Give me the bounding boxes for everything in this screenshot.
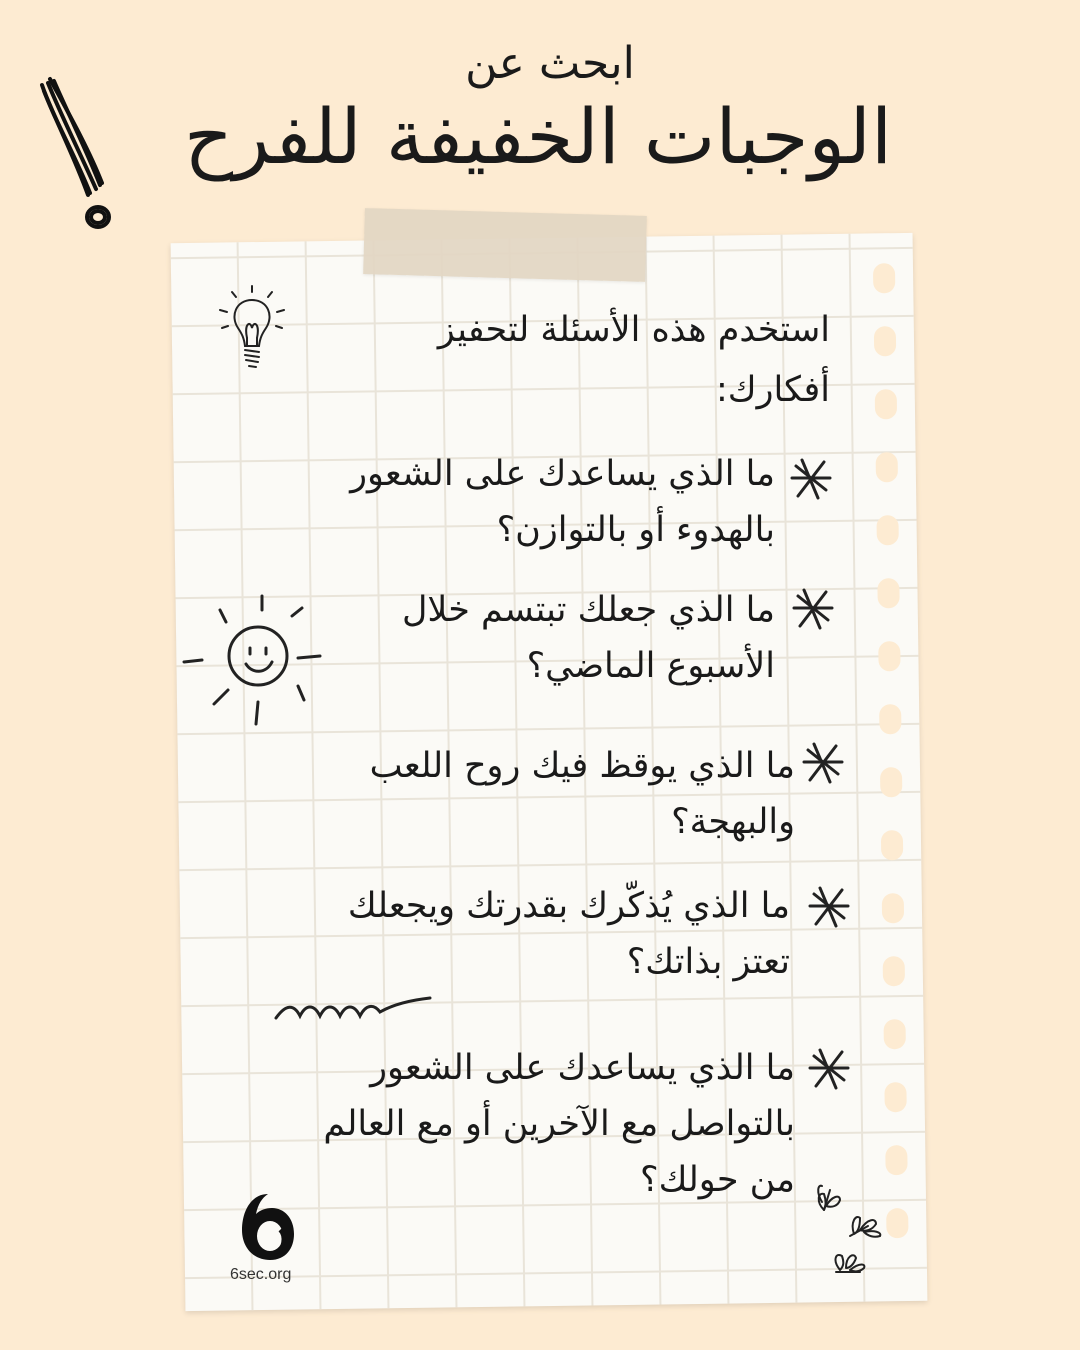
- question-4-line-1: ما الذي يُذكّرك بقدرتك ويجعلك: [347, 886, 790, 926]
- question-5-line-1: ما الذي يساعدك على الشعور: [370, 1048, 795, 1088]
- asterisk-icon: [806, 884, 852, 930]
- question-5-line-3: من حولك؟: [640, 1160, 795, 1200]
- question-5-line-2: بالتواصل مع الآخرين أو مع العالم: [323, 1104, 795, 1144]
- question-2-line-2: الأسبوع الماضي؟: [526, 646, 775, 686]
- asterisk-icon: [790, 586, 836, 632]
- question-1-line-2: بالهدوء أو بالتوازن؟: [496, 510, 775, 550]
- intro-line-1: استخدم هذه الأسئلة لتحفيز: [437, 310, 830, 350]
- sun-face-icon: [180, 590, 330, 730]
- masking-tape: [363, 208, 647, 282]
- question-3: [280, 738, 795, 850]
- question-2: [300, 582, 775, 694]
- intro-text: [300, 300, 830, 420]
- sprout-icon: [810, 1176, 900, 1286]
- question-3-line-1: ما الذي يوقظ فيك روح اللعب: [369, 746, 795, 786]
- paper-holes: [873, 263, 913, 1238]
- intro-line-2: أفكارك:: [716, 370, 830, 410]
- question-4: [250, 878, 790, 990]
- header-subtitle: ابحث عن: [465, 38, 635, 89]
- question-4-line-2: تعتز بذاتك؟: [626, 942, 790, 982]
- logo-text[interactable]: 6sec.org: [230, 1266, 292, 1283]
- lightbulb-icon: [214, 282, 290, 374]
- squiggle-icon: [272, 992, 437, 1028]
- asterisk-icon: [806, 1046, 852, 1092]
- question-2-line-1: ما الذي جعلك تبتسم خلال: [401, 590, 775, 630]
- logo-icon: [240, 1190, 296, 1262]
- question-5: [200, 1040, 795, 1208]
- asterisk-icon: [800, 740, 846, 786]
- page-title: الوجبات الخفيفة للفرح: [183, 92, 893, 181]
- question-3-line-2: والبهجة؟: [671, 802, 795, 842]
- exclamation-icon: [30, 75, 130, 235]
- question-1-line-1: ما الذي يساعدك على الشعور: [350, 454, 775, 494]
- asterisk-icon: [788, 456, 834, 502]
- question-1: [270, 446, 775, 558]
